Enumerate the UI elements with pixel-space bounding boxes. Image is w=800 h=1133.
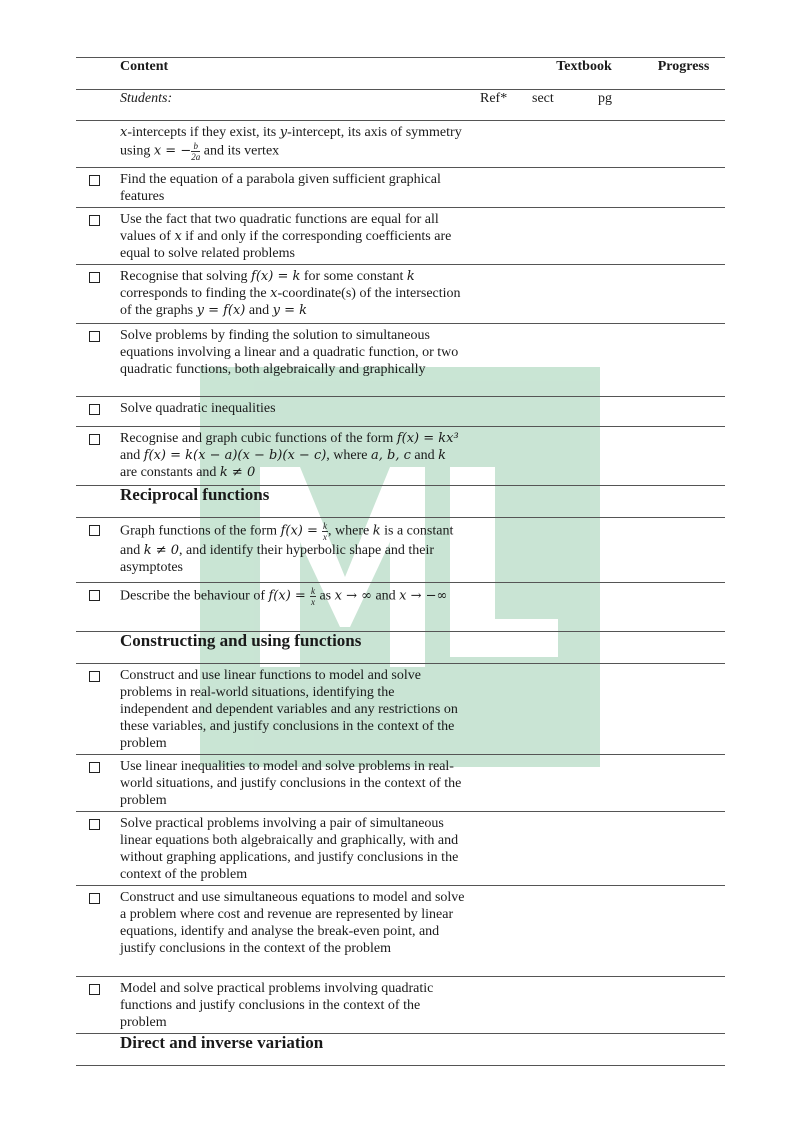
row-description: Construct and use simultaneous equations to model and solve a problem where cost and revenue are represented by linear equations, identify and analyse the break-even point, and justify conclusions in the context of the problem (120, 886, 470, 977)
row-description: Use the fact that two quadratic functions are equal for all values of x if and only if the corresponding coefficients are equal to solve related problems (120, 208, 470, 265)
sect-label: sect (526, 90, 588, 121)
row-description: Find the equation of a parabola given sufficient graphical features (120, 168, 470, 208)
row-description: Graph functions of the form f(x) = $\frac{k}{x}$ , where k is a constant and k ≠ 0, and identify their hyperbolic shape and their asymptotes (120, 518, 470, 583)
section-title-variation: Direct and inverse variation (120, 1034, 470, 1066)
ref-label: Ref* (470, 90, 526, 121)
table-row (76, 886, 725, 977)
progress-checkbox[interactable] (89, 893, 100, 904)
progress-checkbox[interactable] (89, 525, 100, 536)
progress-checkbox[interactable] (89, 762, 100, 773)
progress-checkbox[interactable] (89, 671, 100, 682)
row-description: Solve quadratic inequalities (120, 397, 470, 427)
progress-checkbox[interactable] (89, 331, 100, 342)
header-progress: Progress (642, 58, 725, 90)
header-content: Content (120, 58, 470, 90)
table-row (76, 168, 725, 208)
progress-checkbox[interactable] (89, 175, 100, 186)
row-description: Solve problems by finding the solution to simultaneous equations involving a linear and a quadratic function, or two quadratic functions, both algebraically and graphically (120, 324, 470, 397)
progress-checkbox[interactable] (89, 215, 100, 226)
pg-label: pg (588, 90, 642, 121)
row-description: Describe the behaviour of f(x) = $\frac{k}{x}$ as x → ∞ and x → −∞ (120, 583, 470, 632)
section-title-constructing: Constructing and using functions (120, 632, 470, 664)
progress-checkbox[interactable] (89, 404, 100, 415)
table-row (76, 324, 725, 397)
row-description: Use linear inequalities to model and solve problems in real-world situations, and justify conclusions in the context of the problem (120, 755, 470, 812)
table-row (76, 583, 725, 632)
row-description: Solve practical problems involving a pair of simultaneous linear equations both algebraically and graphically, with and without graphing applications, and justify conclusions in the context of the problem (120, 812, 470, 886)
table-row (76, 977, 725, 1034)
row-description: Model and solve practical problems involving quadratic functions and justify conclusions in the context of the problem (120, 977, 470, 1034)
table-row (76, 518, 725, 583)
row-description: Recognise that solving f(x) = k for some constant k corresponds to finding the x-coordinate(s) of the intersection of the graphs y = f(x) and y = k (120, 265, 470, 324)
row-description: Construct and use linear functions to model and solve problems in real-world situations, identifying the independent and dependent variables and any restrictions on these variables, and justify conclusions in the context of the problem (120, 664, 470, 755)
subheader-row (76, 90, 725, 121)
students-label: Students: (120, 90, 470, 121)
table-row (76, 121, 725, 168)
table-row (76, 397, 725, 427)
table-row (76, 664, 725, 755)
section-title-reciprocal: Reciprocal functions (120, 486, 470, 518)
row-description: x-intercepts if they exist, its y-intercept, its axis of symmetry using x = − $\frac{b}{2a}$ and its vertex (120, 121, 470, 168)
progress-checkbox[interactable] (89, 819, 100, 830)
progress-checkbox[interactable] (89, 272, 100, 283)
progress-checkbox[interactable] (89, 590, 100, 601)
section-header-row (76, 486, 725, 518)
section-header-row (76, 1034, 725, 1066)
section-header-row (76, 632, 725, 664)
progress-checkbox[interactable] (89, 984, 100, 995)
table-row (76, 208, 725, 265)
table-row (76, 265, 725, 324)
table-row (76, 427, 725, 486)
progress-checkbox[interactable] (89, 434, 100, 445)
table-row (76, 755, 725, 812)
header-textbook: Textbook (526, 58, 642, 90)
syllabus-checklist-table (76, 57, 725, 1066)
table-row (76, 812, 725, 886)
row-description: Recognise and graph cubic functions of the form f(x) = kx³ and f(x) = k(x − a)(x − b)(x − c), where a, b, c and k are constants and k ≠ 0 (120, 427, 470, 486)
table-header-row (76, 58, 725, 90)
